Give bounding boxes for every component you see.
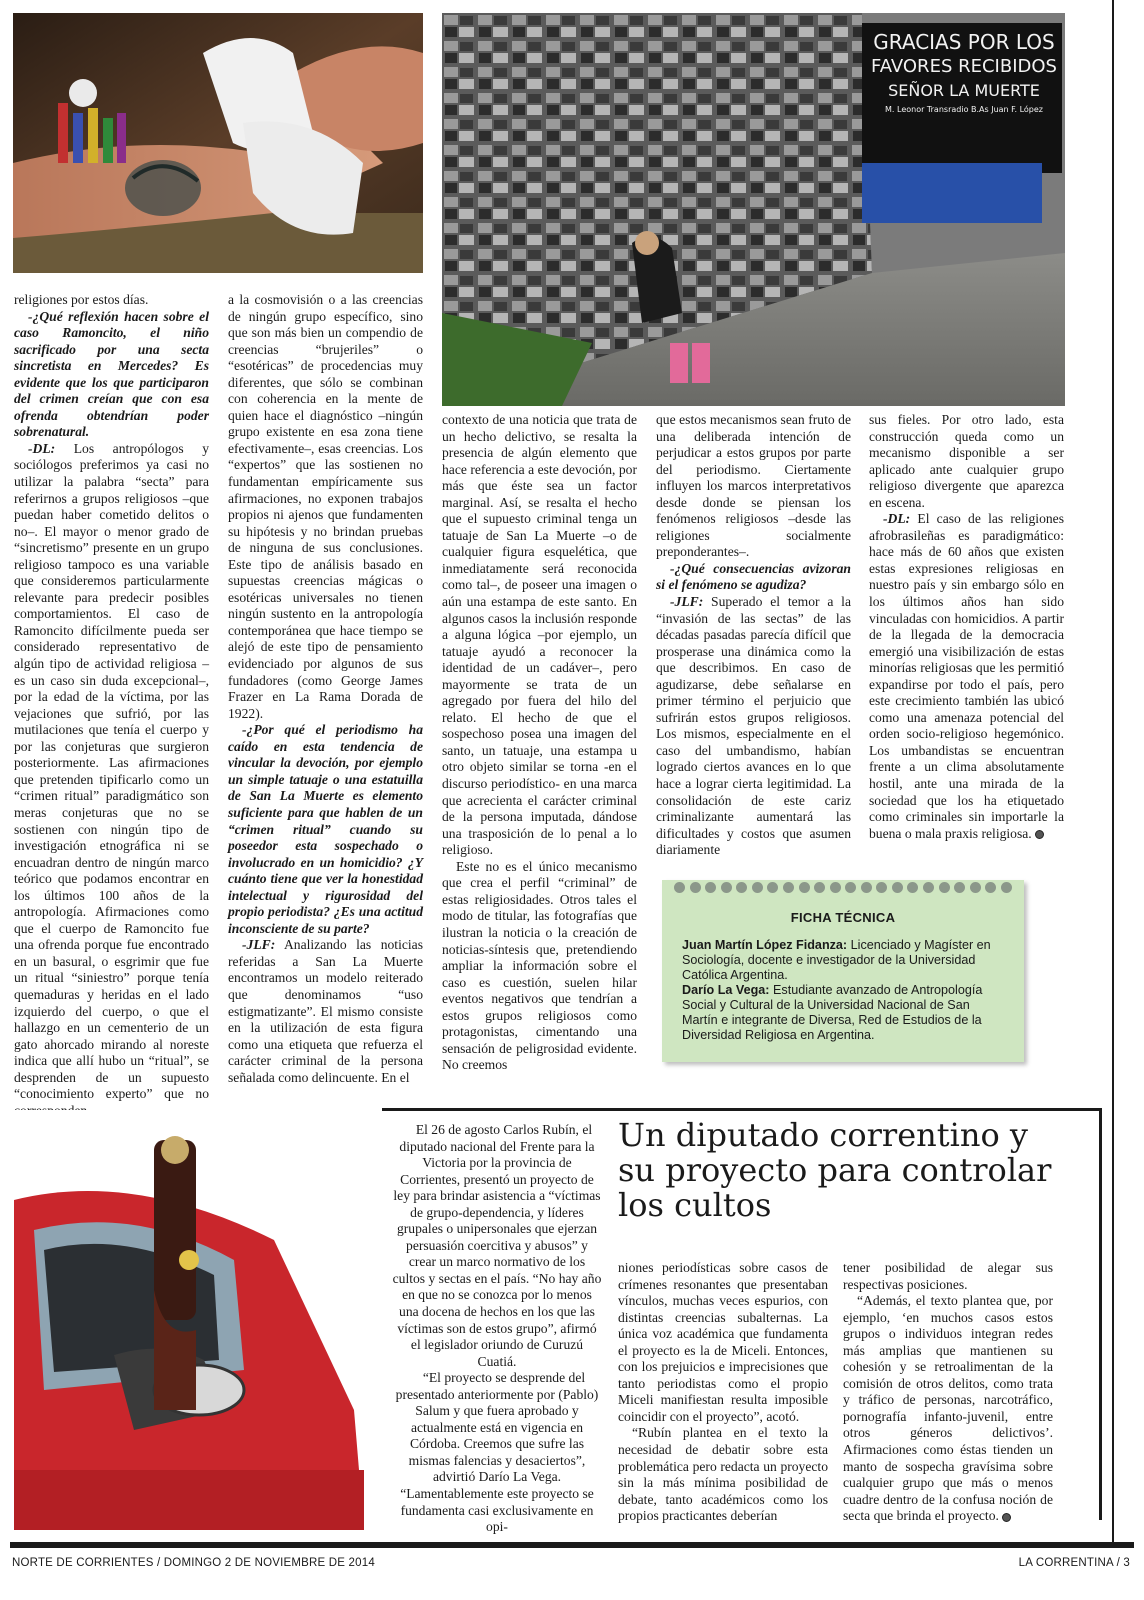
paragraph-text: niones periodísticas sobre casos de crímenes resonantes que presentaban vínculos, muchas veces espurios, con distintas creencias subalternas. La única voz académica que fundamenta el proyecto es la de Miceli. Entonces, con los prejuicios e imprecisiones que tanto periodistas como el propio Miceli manifiestan resulta imposible coincidir con el proyecto”, acotó. (618, 1260, 828, 1424)
paragraph (442, 859, 637, 1074)
paragraph (618, 1260, 828, 1425)
article-column-4 (656, 412, 851, 858)
paragraph-text: Los antropólogos y sociólogos preferimos ya casi no utilizar la palabra “secta” para referirnos a grupos religiosos –que puedan haber cometido delitos o no–. El mayor o menor grado de “sincretismo” presente en un grupo religioso tampoco es una variable que consideremos particularmente relevante para predecir posibles comportamientos. El caso de Ramoncito difícilmente pueda ser considerado representativo de algún tipo de actividad religiosa –es un caso sin duda excepcional–, por la edad de la víctima, por las vejaciones que sufrió, por las mutilaciones que tenía el cuerpo y por las conjeturas que surgieron posteriormente. Las afirmaciones que pretenden tipificarlo como un “crimen ritual” paradigmático son meras conjeturas que no se sostienen con ningún tipo de investigación etnográfica ni se encuadran dentro de ningún marco teórico que podamos encontrar en los últimos 100 años de la antropología. Afirmaciones como que el cuerpo de Ramoncito fue una ofrenda porque fue encontrado en un basural, o esgrimir que fue un ritual “siniestro” porque tenía quemaduras y heridas en el lado izquierdo del cuerpo, o que el hallazgo en un cementerio de un gato ahorcado mirando al noreste indica que allí hubo un “ritual”, se desprenden de un supuesto “conocimiento experto” que no (14, 440, 209, 1102)
car-statue-photo (14, 1110, 364, 1530)
paragraph-text: religiones por estos días. (14, 292, 149, 307)
paragraph (656, 561, 851, 594)
paragraph-text: -¿Qué reflexión hacen sobre el caso Ramoncito, el niño sacrificado por una secta sincretista en Mercedes? Es evidente que los que participaron del crimen creían que con esa ofrenda obtendrían poder sobrenatural. (14, 308, 209, 440)
paragraph-text: contexto de una noticia que trata de un hecho delictivo, se resalta la presencia de algún elemento que hace referencia a este devoción, por más que éste sea un factor marginal. Así, se resalta el hecho que el supuesto criminal tenga un tatuaje de San La Muerte –o de cualquier figura esquelética, que inmediatamente será reconocida como tal–, de poseer una imagen o aún una estampa de este santo. En algunos casos la inclusión responde a alguna lógica –por ejemplo, un tatuaje ayudó a reconocer la identidad de un cadáver–, pero mayormente se trata de un agregado por fuera del hilo del relato. El hecho de que el sospechoso posea una imagen del santo, un tatuaje, una estampa u otro objeto similar se torna -en el discurso periodístico- en una marca que acrecienta el carácter criminal de la persona imputada, dándose una trasposición de lo penal a lo religioso. (442, 412, 637, 858)
paragraph-text: Superado el temor a la “invasión de las sectas” de las décadas pasadas parecía difícil que prosperase una dinámica como la que describimos. En caso de agudizarse, debe señalarse en primer término el perjuicio que sufrirán estos grupos religiosos. Los mismos, especialmente en el caso del umbandismo, habían logrado ciertos avances en lo que hace a lograr cierta legitimidad. La consolidación de este cariz criminalizante aumentará las dificultades y costos que asumen diariamente (656, 594, 851, 858)
article-column-8 (843, 1260, 1053, 1530)
headline: Un diputado correntino y su proyecto para controlar los cultos (618, 1116, 1052, 1224)
paragraph (14, 309, 209, 441)
paragraph (14, 292, 209, 309)
ficha-tecnica-box (662, 880, 1024, 1062)
paragraph-text: “Además, el texto plantea que, por ejemplo, ‘en muchos casos estos grupos o individuos integran redes más amplias que mantienen su cohesión y se retroalimentan de la comisión de otros delitos, como trata y tráfico de personas, narcotráfico, pornografía infanto-juvenil, entre otros géneros delictivos’. Afirmaciones como éstas tienden un manto de sospecha gravísima sobre cualquier grupo que más o menos cuadre dentro de la confusa noción de secta que brinda el proyecto. (843, 1293, 1053, 1524)
margin-rule (1112, 0, 1114, 1548)
paragraph (392, 1122, 602, 1370)
paragraph (869, 511, 1064, 842)
footer-page-number: LA CORRENTINA / 3 (1018, 1557, 1130, 1569)
plaques-wall-photo (442, 13, 1065, 406)
paragraph-text: “El proyecto se desprende del presentado anteriormente por (Pablo) Salum y que fuera aprobado y actualmente está en vigencia en Córdoba. Creemos que sufre las mismas falencias y desaciertos”, advirtió Darío La Vega. “Lamentablemente este proyecto se fundamenta casi exclusivamente en opi- (395, 1370, 599, 1535)
footer-edition: NORTE DE CORRIENTES / DOMINGO 2 DE NOVIEMBRE DE 2014 (12, 1557, 375, 1569)
end-mark-icon (1002, 1513, 1011, 1522)
paragraph (228, 292, 423, 722)
paragraph (656, 594, 851, 859)
paragraph (843, 1260, 1053, 1293)
paragraph-text: -¿Por qué el periodismo ha caído en esta tendencia de vincular la devoción, por ejemplo un simple tatuaje o una estatuilla de San La Muerte es elemento suficiente para que hablen de un “crimen ritual” cuando su poseedor esta sospechado o involucrado en un homicidio? ¿Y cuánto tiene que ver la honestidad intelectual y rigurosidad del propio periodista? ¿Es una actitud inconsciente de su parte? (228, 722, 423, 936)
paragraph (656, 412, 851, 561)
footer-rule (10, 1542, 1134, 1548)
end-mark-icon (1035, 830, 1044, 839)
article-column-6 (392, 1122, 602, 1535)
paragraph (442, 412, 637, 859)
paragraph (843, 1293, 1053, 1525)
paragraph-text: sus fieles. Por otro lado, esta construcción queda como un mecanismo disponible a ser aplicado ante cualquier grupo religioso divergente que aparezca en escena. (869, 412, 1064, 510)
article-column-7 (618, 1260, 828, 1530)
ficha-text-2: Estudiante avanzado de Antropología Social y Cultural de la Universidad Nacional de San Martín e integrante de Diversa, Red de Estudios de la Diversidad Religiosa en Argentina. (682, 983, 983, 1042)
paragraph (869, 412, 1064, 511)
paragraph-text: -¿Qué consecuencias avizoran si el fenómeno se agudiza? (656, 560, 851, 593)
article-column-3 (442, 412, 637, 1077)
paragraph-text: Este no es el único mecanismo que crea el perfil “criminal” de estas religiosidades. Otros tales el modo de titular, las fotografías que ilustran la noticia o la creación de noticias-síntesis que, pretendiendo ampliar la información sobre el caso es cuestión, suelen hilar eventos negativos que tendrían a estos grupos religiosos como protagonistas, cimentando una sensación de peligrosidad evidente. No creemos (442, 858, 637, 1073)
tattoo-photo (13, 13, 423, 273)
paragraph (228, 937, 423, 1086)
paragraph (618, 1425, 828, 1524)
ficha-name-2: Darío La Vega: (682, 983, 770, 997)
paragraph-text: tener posibilidad de alegar sus respectivas posiciones. (843, 1260, 1053, 1292)
ficha-text-1: Licenciado y Magíster en Sociología, docente e investigador de la Universidad Católica Argentina. (682, 938, 991, 982)
ficha-title: FICHA TÉCNICA (790, 910, 896, 925)
speaker-label: -DL: (883, 511, 911, 527)
paragraph-text: que estos mecanismos sean fruto de una deliberada intención de perjudicar a estos grupos por parte del periodismo. Ciertamente influyen los marcos interpretativos desde donde se piensan los fenómenos religiosos –desde las religiones socialmente preponderantes–. (656, 412, 851, 560)
paragraph-text: El caso de las religiones afrobrasileñas es paradigmático: hace más de 60 años que existen estas expresiones religiosas en nuestro país y sin embargo sólo en los últimos años han sido vinculadas con homicidios. A partir de la llegada de la democracia emergió una visibilización de estas minorías religiosas que les permitió expandirse por todo el país, pero este crecimiento también las ubicó como una amenaza potencial del orden socio-religioso hegemónico. Los umbandistas se encuentran frente a un clima absolutamente hostil, ante una mirada de la sociedad que los ha etiquetado como criminales sin importarle la buena o mala praxis religiosa. (869, 511, 1064, 841)
ficha-body (682, 938, 1006, 1043)
article-column-2 (228, 292, 423, 1085)
paragraph (392, 1370, 602, 1535)
ficha-name-1: Juan Martín López Fidanza: (682, 938, 848, 952)
paragraph (14, 441, 209, 1119)
article-column-1 (14, 292, 209, 1102)
paragraph (228, 722, 423, 937)
article-column-5 (869, 412, 1064, 852)
banner-text: GRACIAS POR LOS FAVORES RECIBIDOS SEÑOR LA MUERTE M. Leonor Transradio B.As Juan F. López (871, 30, 1057, 114)
paragraph-text: Analizando las noticias referidas a San La Muerte encontramos un modelo reiterado que denominamos “uso estigmatizante”. El mismo consiste en la utilización de esta figura como una etiqueta que refuerza el carácter criminal de la persona señalada como delincuente. En el (228, 937, 423, 1085)
speaker-label: -JLF: (670, 594, 704, 610)
paragraph-text: “Rubín plantea en el texto la necesidad de debatir sobre esta problemática pero redacta un proyecto sin la más mínima posibilidad de debate, tanto académicos como los propios practicantes deberían (618, 1425, 828, 1524)
paragraph-text: a la cosmovisión o a las creencias de ningún grupo específico, sino que son más bien un compendio de creencias “brujeriles” o “esotéricas” de procedencias muy diferentes, que sólo se combinan con coherencia en la mente de quien hace el diagnóstico –ningún grupo existente en esa zona tiene efectivamente–, esas creencias. Los “expertos” que las sostienen no fundamentan empíricamente sus afirmaciones, no exponen trabajos propios ni ajenos que fundamenten su hipótesis y no brindan pruebas de ninguna de sus conclusiones. Este tipo de análisis basado en supuestas creencias mágicas o esotéricas universales no tienen ningún sustento en la antropología contemporánea que hace tiempo se alejó de este tipo de pensamiento evidenciado por algunos de sus fundadores (como George James Frazer en La Rama Dorada de 1922). (228, 292, 423, 721)
paragraph-text: El 26 de agosto Carlos Rubín, el diputado nacional del Frente para la Victoria por la provincia de Corrientes, presentó un proyecto de ley para brindar asistencia a “víctimas de grupo-dependencia, y líderes grupales o unipersonales que ejerzan persuasión coercitiva y abusos” y crear un marco normativo de los cultos y sectas en el país. “No hay año en que no se conozca por lo menos una docena de hechos en los que las víctimas son de estos grupo”, afirmó el legislador oriundo de Curuzú Cuatiá. (392, 1122, 602, 1369)
speaker-label: -DL: (28, 440, 56, 456)
ficha-holes (674, 882, 1012, 896)
speaker-label: -JLF: (242, 937, 276, 953)
